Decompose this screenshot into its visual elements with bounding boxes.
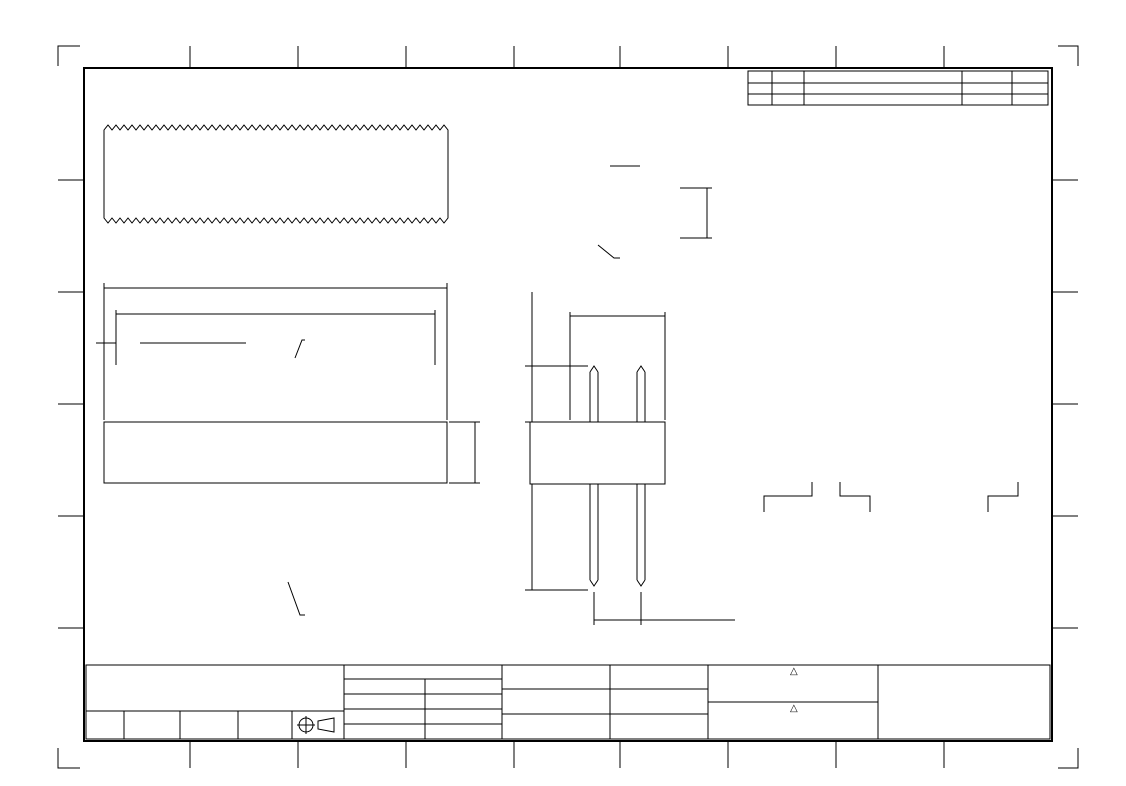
revision-triangle-icon: △ bbox=[790, 666, 798, 677]
revision-triangle-icon: △ bbox=[790, 703, 798, 714]
